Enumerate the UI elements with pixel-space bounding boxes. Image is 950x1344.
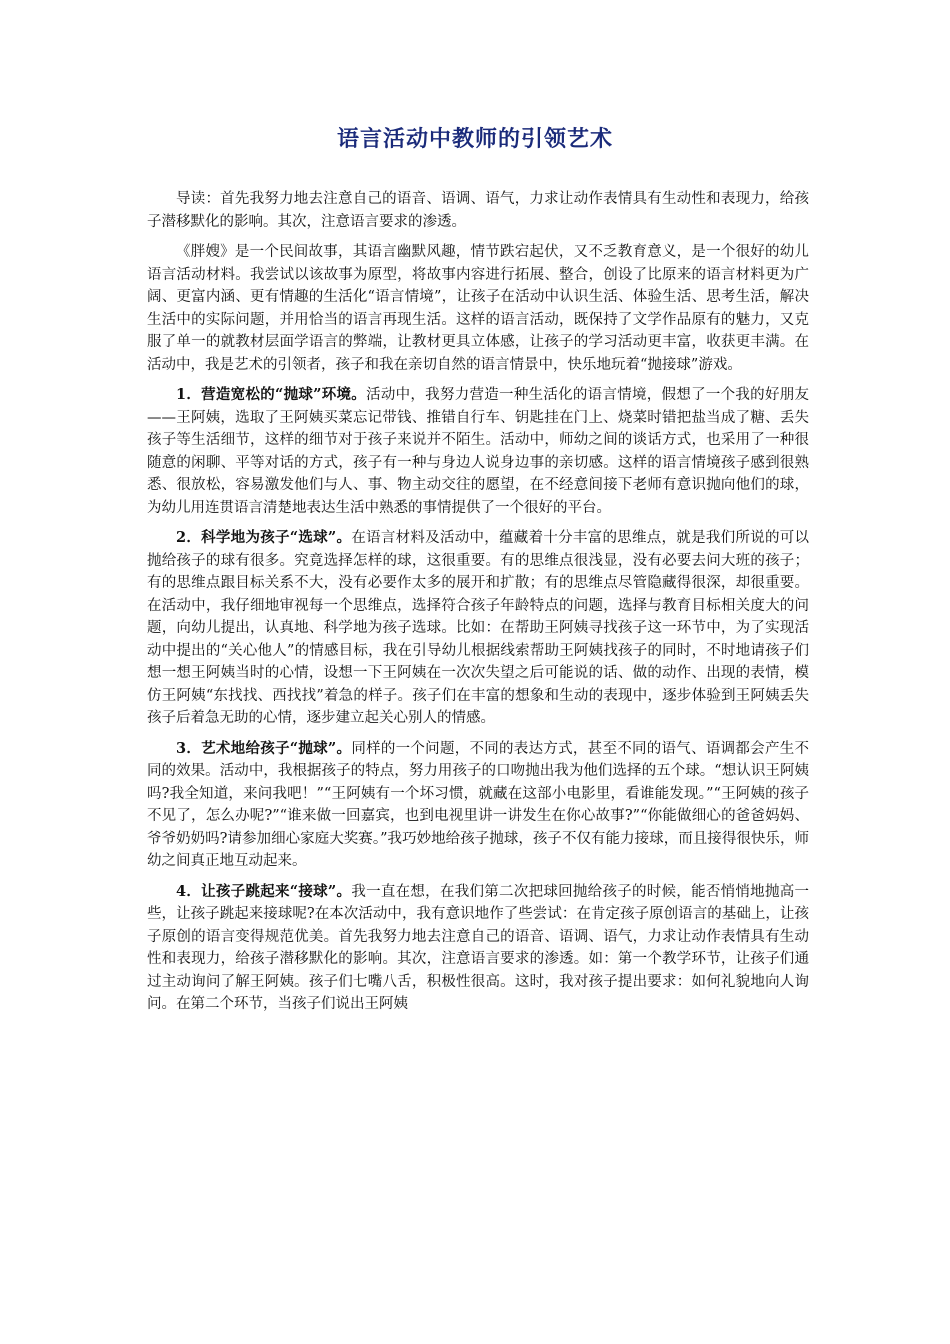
section-4-body: 我一直在想，在我们第二次把球回抛给孩子的时候，能否悄悄地抛高一些，让孩子跳起来接球呢?在本次活动中，我有意识地作了些尝试：在肯定孩子原创语言的基础上，让孩子原创的语言变得规范优美。首先我努力地去注意自己的语音、语调、语气，力求让动作表情具有生动性和表现力，给孩子潜移默化的影响。其次，注意语言要求的渗透。如：第一个教学环节，让孩子们通过主动询问了解王阿姨。孩子们七嘴八舌，积极性很高。这时，我对孩子提出要求：如何礼貌地向人询问。在第二个环节，当孩子们说出王阿姨 bbox=[147, 883, 809, 1012]
intro-paragraph: 导读：首先我努力地去注意自己的语音、语调、语气，力求让动作表情具有生动性和表现力，给孩子潜移默化的影响。其次，注意语言要求的渗透。 bbox=[147, 191, 809, 230]
section-4-heading: 4．让孩子跳起来“接球”。 bbox=[176, 882, 352, 900]
section-3-heading: 3．艺术地给孩子“抛球”。 bbox=[176, 739, 352, 757]
section-2-paragraph bbox=[147, 527, 809, 730]
section-2-heading: 2．科学地为孩子“选球”。 bbox=[176, 529, 352, 546]
section-1-heading: 1．营造宽松的“抛球”环境。 bbox=[176, 386, 367, 403]
section-1-paragraph bbox=[147, 384, 809, 519]
section-2-body: 在语言材料及活动中，蕴藏着十分丰富的思维点，就是我们所说的可以抛给孩子的球有很多。究竟选择怎样的球，这很重要。有的思维点很浅显，没有必要去问大班的孩子；有的思维点跟目标关系不大，没有必要作太多的展开和扩散；有的思维点尽管隐藏得很深，却很重要。在活动中，我仔细地审视每一个思维点，选择符合孩子年龄特点的问题，选择与教育目标相关度大的问题，向幼儿提出，认真地、科学地为孩子选球。比如：在帮助王阿姨寻找孩子这一环节中，为了实现活动中提出的“关心他人”的情感目标，我在引导幼儿根据线索帮助王阿姨找孩子的同时，不时地请孩子们想一想王阿姨当时的心情，设想一下王阿姨在一次次失望之后可能说的话、做的动作、出现的表情，模仿王阿姨“东找找、西找找”着急的样子。孩子们在丰富的想象和生动的表现中，逐步体验到王阿姨丢失孩子后着急无助的心情，逐步建立起关心别人的情感。 bbox=[147, 530, 809, 726]
document-body bbox=[147, 188, 809, 1024]
section-4-paragraph bbox=[147, 881, 809, 1016]
section-1-body: 活动中，我努力营造一种生活化的语言情境，假想了一个我的好朋友——王阿姨，选取了王阿姨买菜忘记带钱、推错自行车、钥匙挂在门上、烧菜时错把盐当成了糖、丢失孩子等生活细节，这样的细节对于孩子来说并不陌生。活动中，师幼之间的谈话方式，也采用了一种很随意的闲聊、平等对话的方式，孩子有一种与身边人说身边事的亲切感。这样的语言情境孩子感到很熟悉、很放松，容易激发他们与人、事、物主动交往的愿望，在不经意间接下老师有意识抛向他们的球，为幼儿用连贯语言清楚地表达生活中熟悉的事情提供了一个很好的平台。 bbox=[147, 387, 809, 516]
section-3-paragraph bbox=[147, 738, 809, 873]
document-title: 语言活动中教师的引领艺术 bbox=[336, 126, 613, 152]
paragraph-1: 《胖嫂》是一个民间故事，其语言幽默风趣，情节跌宕起伏，又不乏教育意义，是一个很好的幼儿语言活动材料。我尝试以该故事为原型，将故事内容进行拓展、整合，创设了比原来的语言材料更为广阔、更富内涵、更有情趣的生活化“语言情境”，让孩子在活动中认识生活、体验生活、思考生活，解决生活中的实际问题，并用恰当的语言再现生活。这样的语言活动，既保持了文学作品原有的魅力，又克服了单一的就教材层面学语言的弊端，让教材更具立体感，让孩子的学习活动更丰富，收获更丰满。在活动中，我是艺术的引领者，孩子和我在亲切自然的语言情景中，快乐地玩着“抛接球”游戏。 bbox=[147, 244, 809, 373]
section-3-body: 同样的一个问题，不同的表达方式，甚至不同的语气、语调都会产生不同的效果。活动中，我根据孩子的特点，努力用孩子的口吻抛出我为他们选择的五个球。“想认识王阿姨吗?我全知道，来问我吧！”“王阿姨有一个坏习惯，就藏在这部小电影里，看谁能发现。”“王阿姨的孩子不见了，怎么办呢?”“谁来做一回嘉宾，也到电视里讲一讲发生在你心故事?”“你能做细心的爸爸妈妈、爷爷奶奶吗?请参加细心家庭大奖赛。”我巧妙地给孩子抛球，孩子不仅有能力接球，而且接得很快乐，师幼之间真正地互动起来。 bbox=[147, 740, 809, 869]
